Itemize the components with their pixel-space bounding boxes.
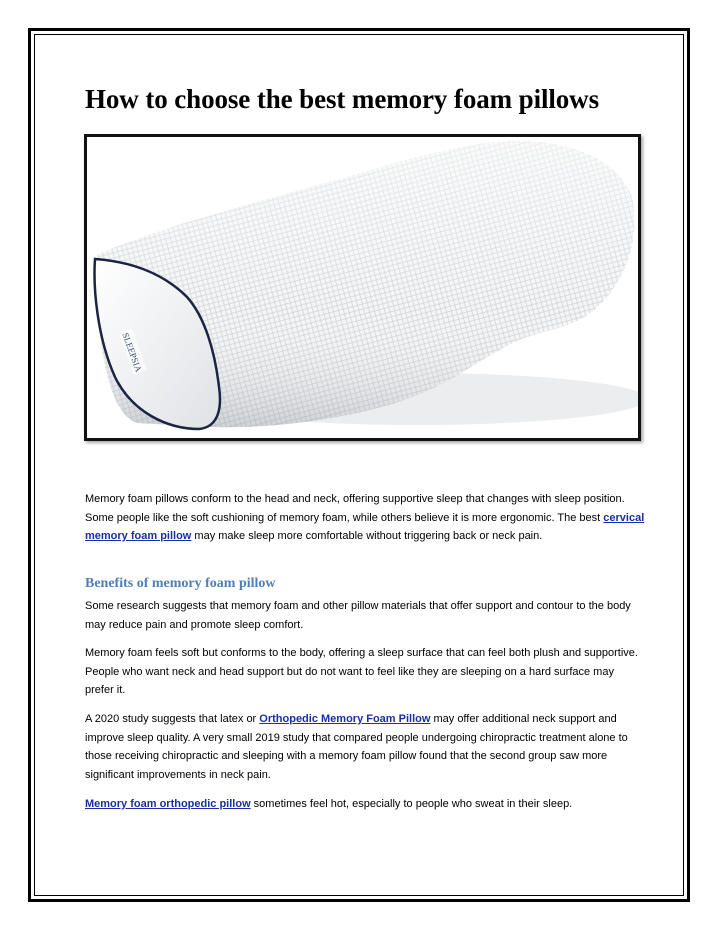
feel-paragraph: Memory foam feels soft but conforms to the body, offering a sleep surface that can feel both plush and supportive. People who want neck and head support but do not want to feel like they are sleeping on a hard surface may prefer it.	[85, 647, 638, 696]
benefits-heading: Benefits of memory foam pillow	[85, 576, 276, 591]
heat-paragraph	[85, 795, 645, 814]
intro-paragraph	[85, 490, 645, 546]
memory-foam-pillow-icon	[87, 137, 638, 438]
study-text-start: A 2020 study suggests that latex or	[85, 713, 260, 725]
pillow-photo	[84, 134, 641, 441]
study-paragraph	[85, 710, 645, 784]
study-text-end: may offer additional neck support and improve sleep quality. A very small 2019 study that compared people undergoing chiropractic treatment alone to those receiving chiropractic and sleeping with a memory foam pillow found that the second group saw more significant improvements in neck pain.	[85, 713, 628, 781]
intro-text-start: Memory foam pillows conform to the head and neck, offering supportive sleep that changes with sleep position. Some people like the soft cushioning of memory foam, while others believe it is more ergonomic. The best	[85, 493, 625, 524]
pillow-brand-label: SLEEPSIA	[120, 331, 144, 374]
orthopedic-pillow-link[interactable]: Orthopedic Memory Foam Pillow	[259, 713, 431, 725]
intro-text-end: may make sleep more comfortable without triggering back or neck pain.	[191, 530, 543, 542]
orthopedic-memory-foam-link[interactable]: Memory foam orthopedic pillow	[85, 798, 251, 810]
document-title: How to choose the best memory foam pillows	[85, 84, 599, 114]
cervical-pillow-link[interactable]: cervical memory foam pillow	[85, 511, 645, 542]
research-paragraph: Some research suggests that memory foam and other pillow materials that offer support and contour to the body may reduce pain and promote sleep comfort.	[85, 600, 631, 631]
heat-text-end: sometimes feel hot, especially to people who sweat in their sleep.	[250, 798, 573, 810]
